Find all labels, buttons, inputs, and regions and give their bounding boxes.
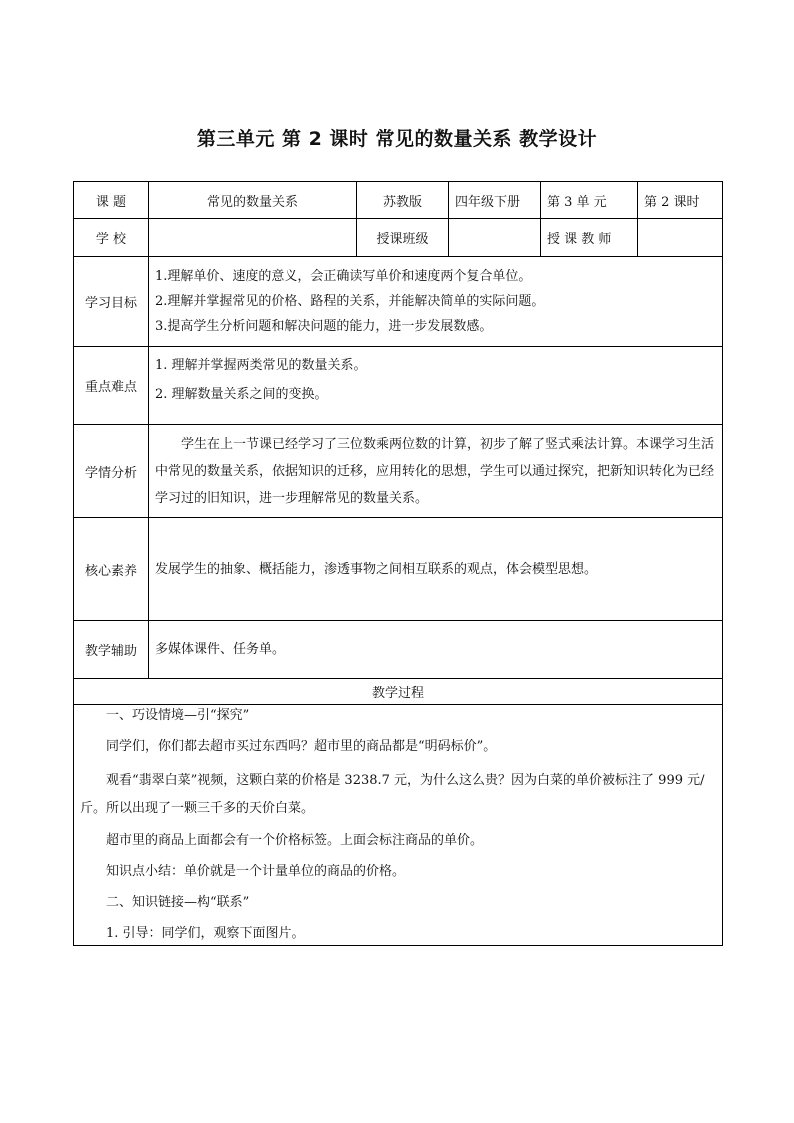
key-points-label: 重点难点: [74, 347, 149, 425]
process-content: [74, 705, 723, 946]
page-title: 第三单元 第 2 课时 常见的数量关系 教学设计: [196, 128, 598, 150]
objective-item: 3.提高学生分析问题和解决问题的能力，进一步发展数感。: [155, 319, 493, 334]
objectives-content: [149, 257, 723, 347]
key-points-content: [149, 347, 723, 425]
process-paragraph: 超市里的商品上面都会有一个价格标签。上面会标注商品的单价。: [106, 833, 484, 848]
row-school: [74, 219, 723, 257]
process-section-heading: 一、巧设情境—引“探究”: [106, 708, 250, 723]
student-analysis-label: 学情分析: [74, 425, 149, 518]
row-key-points: [74, 347, 723, 425]
class-value: [449, 219, 541, 257]
topic-value: 常见的数量关系: [149, 182, 357, 219]
row-teaching-aids: [74, 621, 723, 679]
teacher-label: 授 课 教 师: [541, 219, 638, 257]
process-paragraph: 观看“翡翠白菜”视频，这颗白菜的价格是 3238.7 元，为什么这么贵？因为白菜的单价被标注了 999 元/斤。所以出现了一颗三千多的天价白菜。: [80, 773, 705, 816]
row-process-body: [74, 705, 723, 946]
core-literacy-content: [149, 518, 723, 621]
school-label: 学 校: [74, 219, 149, 257]
student-analysis-content: [149, 425, 723, 518]
lesson-number: 第 2 课时: [638, 182, 723, 219]
student-analysis-text: 学生在上一节课已经学习了三位数乘两位数的计算，初步了解了竖式乘法计算。本课学习生活中常见的数量关系，依据知识的迁移，应用转化的思想，学生可以通过探究，把新知识转化为已经学习过的旧知识，进一步理解常见的数量关系。: [155, 436, 715, 506]
process-paragraph: 同学们，你们都去超市买过东西吗？超市里的商品都是“明码标价”。: [106, 739, 497, 754]
row-core-literacy: [74, 518, 723, 621]
row-topic: [74, 182, 723, 219]
teaching-aids-text: 多媒体课件、任务单。: [155, 642, 286, 657]
process-section-heading: 二、知识链接—构“联系”: [106, 895, 250, 910]
topic-label: 课 题: [74, 182, 149, 219]
key-point-item: 1. 理解并掌握两类常见的数量关系。: [155, 358, 367, 373]
school-value: [149, 219, 357, 257]
process-heading: 教学过程: [74, 679, 723, 705]
row-objectives: [74, 257, 723, 347]
teaching-aids-content: [149, 621, 723, 679]
row-student-analysis: [74, 425, 723, 518]
objective-item: 1.理解单价、速度的意义，会正确读写单价和速度两个复合单位。: [155, 269, 532, 284]
teacher-value: [638, 219, 723, 257]
objectives-label: 学习目标: [74, 257, 149, 347]
lesson-plan-table: [73, 181, 723, 946]
publisher: 苏教版: [357, 182, 449, 219]
process-paragraph: 知识点小结：单价就是一个计量单位的商品的价格。: [106, 864, 406, 879]
core-literacy-text: 发展学生的抽象、概括能力，渗透事物之间相互联系的观点，体会模型思想。: [155, 561, 598, 577]
grade: 四年级下册: [449, 182, 541, 219]
process-paragraph: 1. 引导：同学们，观察下面图片。: [106, 926, 305, 941]
row-process-heading: [74, 679, 723, 705]
unit: 第 3 单 元: [541, 182, 638, 219]
teaching-aids-label: 教学辅助: [74, 621, 149, 679]
objective-item: 2.理解并掌握常见的价格、路程的关系，并能解决简单的实际问题。: [155, 294, 545, 309]
core-literacy-label: 核心素养: [74, 518, 149, 621]
class-label: 授课班级: [357, 219, 449, 257]
key-point-item: 2. 理解数量关系之间的变换。: [155, 387, 328, 402]
